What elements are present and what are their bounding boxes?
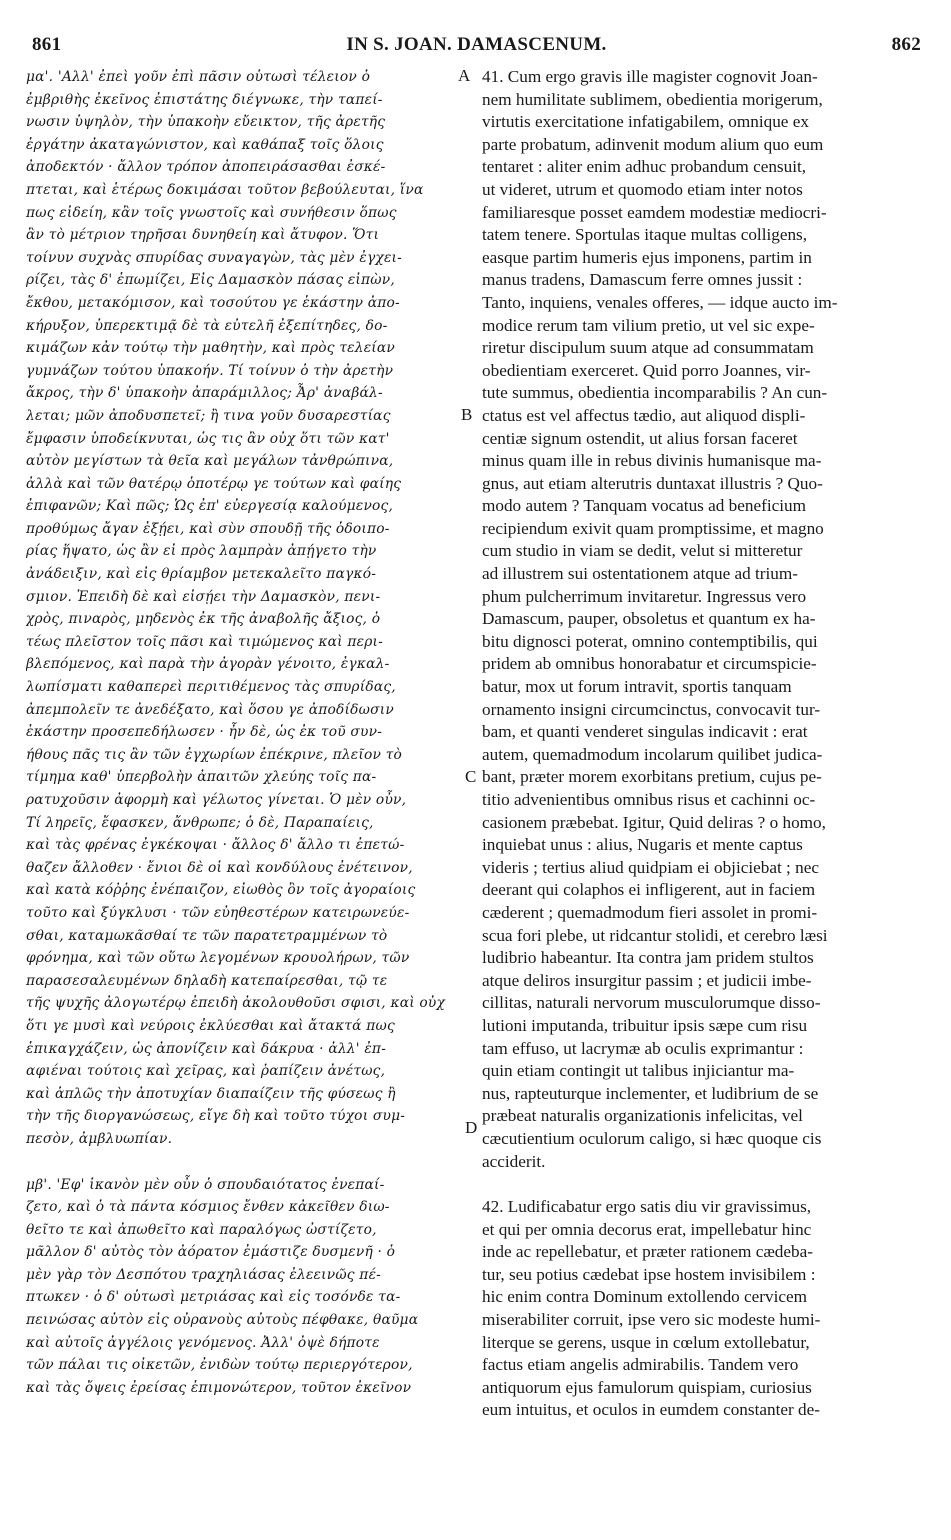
- text-line: αφιέναι τούτοις καὶ χεῖρας, καὶ ῥαπίζειν ἀνέτως,: [26, 1063, 386, 1080]
- text-line: τὴν τῆς διοργανώσεως, εἴγε δὴ καὶ τοῦτο τύχοι συμ-: [26, 1108, 406, 1125]
- text-line: literque se gerens, usque in cœlum extollebatur,: [482, 1332, 810, 1352]
- text-line: bam, et quanti venderet singulas indicavit : erat: [482, 722, 808, 742]
- text-line: obedientiam exerceret. Quid porro Joannes, vir-: [482, 360, 811, 380]
- paragraph-gap: [26, 1151, 464, 1174]
- text-line: ἀνάδειξιν, καὶ εἰς θρίαμβον μετεκαλεῖτο παγκό-: [26, 566, 377, 583]
- text-line: καὶ αὐτοῖς ἀγγέλοις γενόμενος. Ἀλλ' ὀψὲ δήποτε: [26, 1334, 380, 1351]
- text-line: Τί ληρεῖς, ἔφασκεν, ἄνθρωπε; ὁ δὲ, Παραπαίεις,: [26, 814, 374, 831]
- paragraph-gap: [482, 1173, 912, 1196]
- greek-text-column: [26, 66, 464, 1399]
- text-line: μᾶλλον δ' αὐτὸς τὸν ἀόρατον ἐμάστιζε δυσμενῆ · ὁ: [26, 1244, 396, 1261]
- text-line: ἄκρος, τὴν δ' ὑπακοὴν ἀπαράμιλλος; Ἆρ' ἀναβάλ-: [26, 385, 383, 402]
- text-line: batur, mox ut forum intravit, sportis tanquam: [482, 677, 792, 697]
- text-line: ἐπικαγχάζειν, ὡς ἀπονίζειν καὶ δάκρυα · ἀλλ' ἐπ-: [26, 1040, 387, 1057]
- text-line: ὅτι γε μυσὶ καὶ νεύροις ἐκλύεσθαι καὶ ἄτακτά πως: [26, 1017, 395, 1034]
- text-line: tute summus, obedientia incomparabilis ? An cun-: [482, 383, 828, 403]
- text-line: κήρυξον, ὑπερεκτιμᾷ δὲ τὰ εὐτελῆ ἐξεπίτηδες, δο-: [26, 317, 388, 334]
- text-line: σμιον. Ἐπειδὴ δὲ καὶ εἰσῄει τὴν Δαμασκὸν, πενι-: [26, 588, 381, 605]
- text-line: τοίνυν συχνὰς σπυρίδας συναγαγὼν, τὰς μὲν ἐγχει-: [26, 249, 403, 266]
- text-line: centiæ signum ostendit, ut alius forsan faceret: [482, 428, 798, 448]
- text-line: νωσιν ὑψηλὸν, τὴν ὑπακοὴν εὔεικτον, τῆς ἀρετῆς: [26, 114, 386, 131]
- text-line: ἐπιφανῶν; Καὶ πῶς; Ὡς ἐπ' εὐεργεσίᾳ καλούμενος,: [26, 498, 394, 515]
- running-header: [30, 34, 923, 58]
- text-line: gnus, aut etiam alterutris duntaxat illustris ? Quo-: [482, 473, 823, 493]
- text-line: κιμάζων κἀν τούτῳ τὴν μαθητὴν, καὶ πρὸς τελείαν: [26, 340, 396, 357]
- text-line: φρόνημα, καὶ τῶν οὕτω λεγομένων κρουολήρων, τῶν: [26, 950, 410, 967]
- text-line: tam effuso, ut lacrymæ ab oculis exprimantur :: [482, 1038, 804, 1058]
- text-line: μα'. 'Αλλ' ἐπεὶ γοῦν ἐπὶ πᾶσιν οὑτωσὶ τέλειον ὁ: [26, 69, 371, 85]
- text-line: scua fori plebe, ut ridcantur stolidi, et cerebro læsi: [482, 925, 828, 945]
- text-line: casionem præbebat. Igitur, Quid deliras ? o homo,: [482, 812, 826, 832]
- text-line: μὲν γὰρ τὸν Δεσπότου τραχηλιάσας ἐλεεινῶς πέ-: [26, 1266, 382, 1283]
- text-line: ρατυχοῦσιν ἀφορμὴ καὶ γέλωτος γίνεται. Ὁ μὲν οὖν,: [26, 792, 407, 808]
- text-line: acciderit.: [482, 1151, 546, 1171]
- text-line: θαζεν ἄλλοθεν · ἔνιοι δὲ οἱ καὶ κονδύλους ἐνέτεινον,: [26, 859, 413, 876]
- text-line: familiaresque posset eamdem modestiæ mediocri-: [482, 202, 827, 222]
- text-line: hic enim contra Dominum extollendo cervicem: [482, 1287, 808, 1307]
- text-line: ἔκθου, μετακόμισον, καὶ τοσούτου γε ἑκάστην ἀπο-: [26, 294, 400, 311]
- text-line: parte probatum, adinvenit modum alium quo eum: [482, 134, 824, 154]
- text-line: lutioni imputanda, tribuitur ipsis sæpe cum risu: [482, 1015, 808, 1035]
- text-line: ad illustrem sui ostentationem atque ad trium-: [482, 564, 798, 584]
- text-line: καὶ τὰς ὄψεις ἐρείσας ἐπιμονώτερον, τοῦτον ἐκεῖνον: [26, 1379, 412, 1396]
- text-line: virtutis exercitatione infatigabilem, omnique ex: [482, 112, 809, 132]
- text-line: videris ; tertius aliud quidpiam ei objiciebat ; nec: [482, 857, 819, 877]
- text-line: θεῖτο τε καὶ ἀπωθεῖτο καὶ παραλόγως ὠστίζετο,: [26, 1221, 377, 1238]
- text-line: miserabiliter corruit, ipse vero sic modeste humi-: [482, 1310, 821, 1330]
- text-line: σθαι, καταμωκᾶσθαί τε τῶν παρατετραμμένων τὸ: [26, 927, 388, 944]
- text-line: ἀλλὰ καὶ τῶν θατέρῳ ὁποτέρῳ γε τούτων καὶ φαίης: [26, 475, 402, 492]
- text-line: præbeat naturalis organizationis infelicitas, vel: [482, 1106, 803, 1126]
- text-line: nus, rapteuturque inclementer, et ludibrium de se: [482, 1083, 819, 1103]
- text-line: πτεται, καὶ ἑτέρως δοκιμάσαι τοῦτον βεβούλευται, ἵνα: [26, 181, 424, 198]
- text-line: ἀποδεκτόν · ἄλλον τρόπον ἀποπειράσασθαι ἐσκέ-: [26, 159, 386, 176]
- margin-letter-a: A: [458, 66, 471, 85]
- text-line: pridem ab omnibus honorabatur et circumspicie-: [482, 654, 817, 674]
- text-line: πεινώσας αὐτὸν εἰς οὐρανοὺς αὐτοὺς πέφθακε, θαῦμα: [26, 1312, 419, 1329]
- text-line: autem, quemadmodum incolarum quilibet judica-: [482, 744, 823, 764]
- text-line: cæderent ; quemadmodum fieri assolet in promi-: [482, 902, 818, 922]
- text-line: τέως πλεῖστον τοῖς πᾶσι καὶ τιμώμενος καὶ περι-: [26, 633, 384, 650]
- text-line: τῆς ψυχῆς ἀλογωτέρῳ ἐπειδὴ ἀκολουθοῦσι σφισι, καὶ οὐχ: [26, 995, 446, 1012]
- text-line: καὶ κατὰ κόῤῥης ἐνέπαιζον, εἰωθὸς ὂν τοῖς ἀγοραίοις: [26, 882, 416, 899]
- text-line: quin etiam contingit ut talibus injiciantur ma-: [482, 1061, 795, 1081]
- text-line: tur, seu potius cædebat ipse hostem invisibilem :: [482, 1264, 816, 1284]
- text-line: λεται; μῶν ἀποδυσπετεῖ; ἢ τινα γοῦν δυσαρεστίας: [26, 407, 391, 424]
- latin-text-column: [482, 66, 912, 1422]
- text-line: cum studio in viam se dedit, velut si mitteretur: [482, 541, 803, 561]
- text-line: ἔμφασιν ὑποδείκνυται, ὡς τις ἂν οὐχ ὅτι τῶν κατ': [26, 430, 390, 447]
- text-line: ctatus est vel affectus tædio, aut aliquod displi-: [482, 405, 806, 425]
- text-line: cillitas, naturali nervorum musculorumque disso-: [482, 993, 821, 1013]
- text-line: eum intuitus, et oculos in eumdem constanter de-: [482, 1400, 820, 1420]
- text-line: γυμνάζων τούτου ὑπακοήν. Τί τοίνυν ὁ τὴν ἀρετὴν: [26, 362, 394, 379]
- margin-letter-c: C: [465, 767, 477, 786]
- text-line: atque deliros insurgitur passim ; et judicii imbe-: [482, 970, 812, 990]
- text-line: παρασεσαλευμένων δηλαδὴ κατεπαίρεσθαι, τῷ τε: [26, 972, 388, 989]
- text-line: factus etiam angelis admirabilis. Tandem vero: [482, 1355, 799, 1375]
- text-line: ρίζει, τὰς δ' ἐπωμίζει, Εἰς Δαμασκὸν πάσας εἰπὼν,: [26, 272, 395, 289]
- text-line: Damascum, pauper, obsoletus et quantum ex ha-: [482, 609, 816, 629]
- text-line: minus quam ille in rebus divinis humanisque ma-: [482, 451, 822, 471]
- text-line: πτωκεν · ὁ δ' οὑτωσὶ μετριάσας καὶ εἰς τοσόνδε τα-: [26, 1289, 401, 1306]
- text-line: χρὸς, πιναρὸς, μηδενὸς ἐκ τῆς ἀναβολῆς ἄξιος, ὁ: [26, 611, 381, 628]
- text-line: τῶν πάλαι τις οἰκετῶν, ἐνιδὼν τούτῳ περιεργότερον,: [26, 1357, 413, 1374]
- left-page-number: 861: [32, 34, 62, 55]
- text-line: μβ'. 'Εφ' ἱκανὸν μὲν οὖν ὁ σπουδαιότατος ἐνεπαί-: [26, 1176, 385, 1193]
- text-line: τίμημα καθ' ὑπερβολὴν ἀπαιτῶν χλεύης τοῖς πα-: [26, 769, 377, 786]
- text-line: cæcutientium oculorum caligo, si hæc quoque cis: [482, 1128, 822, 1148]
- text-line: 42. Ludificabatur ergo satis diu vir gravissimus,: [482, 1197, 812, 1217]
- text-line: ut videret, utrum et quomodo etiam inter notos: [482, 179, 803, 199]
- text-line: ρίας ἥψατο, ὡς ἂν εἰ πρὸς λαμπρὰν ἀπῄγετο τὴν: [26, 543, 377, 560]
- text-line: ludibrio habeantur. Ita contra jam pridem stultos: [482, 948, 814, 968]
- text-line: antiquorum ejus famulorum quispiam, curiosius: [482, 1377, 812, 1397]
- text-line: phum pulcherrimum invitaretur. Ingressus vero: [482, 586, 807, 606]
- text-line: bant, præter morem exorbitans pretium, cujus pe-: [482, 767, 822, 787]
- text-line: πεσὸν, ἀμβλυωπίαν.: [26, 1130, 173, 1147]
- text-line: inde ac repellebatur, et præter rationem cædeba-: [482, 1242, 813, 1262]
- latin-column-paragraph: [482, 1196, 912, 1422]
- text-line: ἑκάστην προσεπεδήλωσεν · ἦν δὲ, ὡς ἐκ τοῦ συν-: [26, 724, 383, 741]
- text-line: βλεπόμενος, καὶ παρὰ τὴν ἀγορὰν γένοιτο, ἐγκαλ-: [26, 656, 390, 673]
- right-page-number: 862: [891, 34, 921, 55]
- text-line: bitu dignosci poterat, omnino contemptibilis, qui: [482, 631, 818, 651]
- text-line: modice rerum tam vilium pretio, ut vel sic expe-: [482, 315, 815, 335]
- text-line: προθύμως ἄγαν ἐξῄει, καὶ σὺν σπουδῇ τῆς ὁδοιπο-: [26, 520, 390, 537]
- text-line: λωπίσματι καθαπερεὶ περιτιθέμενος τὰς σπυρίδας,: [26, 679, 396, 696]
- text-line: inquiebat unus : alius, Nugaris et mente captus: [482, 835, 803, 855]
- text-line: ζετο, καὶ ὁ τὰ πάντα κόσμιος ἔνθεν κἀκεῖθεν διω-: [26, 1199, 390, 1216]
- text-line: πως εἰδείη, κἂν τοῖς γνωστοῖς καὶ συνήθεσιν ὅπως: [26, 204, 397, 221]
- latin-column-paragraph: [482, 66, 912, 1173]
- text-line: modo autem ? Tanquam vocatus ad beneficium: [482, 496, 806, 516]
- text-line: αὐτὸν μεγίστων τὰ θεῖα καὶ μεγάλων τἀνθρώπινα,: [26, 453, 394, 470]
- text-line: recipiendum exivit quam promptissime, et magno: [482, 518, 824, 538]
- text-line: riretur discipulum suum atque ad consummatam: [482, 338, 814, 358]
- margin-letter-d: D: [465, 1118, 478, 1137]
- text-line: 41. Cum ergo gravis ille magister cognovit Joan-: [482, 67, 818, 86]
- text-line: ornamento insigni circumcinctus, convocavit tur-: [482, 699, 821, 719]
- text-line: τοῦτο καὶ ξύγκλυσι · τῶν εὐηθεστέρων κατειρωνεύε-: [26, 904, 410, 921]
- text-line: tatem tenere. Sportulas itaque multas colligens,: [482, 225, 808, 245]
- running-title: IN S. JOAN. DAMASCENUM.: [346, 34, 607, 55]
- text-line: easque partim humeris ejus imponens, partim in: [482, 247, 812, 267]
- text-line: tentaret : aliter enim adhuc probandum censuit,: [482, 157, 807, 177]
- text-line: καὶ τὰς φρένας ἐγκέκοψαι · ἄλλος δ' ἄλλο τι ἐπετώ-: [26, 837, 405, 854]
- text-line: ἐμβριθὴς ἐκεῖνος ἐπιστάτης διέγνωκε, τὴν ταπεί-: [26, 91, 383, 108]
- greek-column-paragraph: [26, 1174, 464, 1400]
- greek-column-paragraph: [26, 66, 464, 1151]
- text-line: ἀπεμπολεῖν τε ἀνεδέξατο, καὶ ὅσου γε ἀποδίδωσιν: [26, 701, 394, 718]
- text-line: et qui per omnia decorus erat, impellebatur hinc: [482, 1219, 812, 1239]
- text-line: ἂν τὸ μέτριον τηρῆσαι δυνηθείη καὶ ἄτυφον. Ὅτι: [26, 227, 380, 244]
- text-line: nem humilitate sublimem, obedientia morigerum,: [482, 89, 823, 109]
- text-line: deerant qui colaphos ei infligerent, aut in faciem: [482, 880, 816, 900]
- text-line: titio advenientibus omnibus risus et cachinni oc-: [482, 790, 816, 809]
- text-line: καὶ ἁπλῶς τὴν ἀποτυχίαν διαπαίζειν τῆς φύσεως ἢ: [26, 1085, 396, 1102]
- text-line: Tanto, inquiens, venales offeres, — idque aucto im-: [482, 292, 838, 312]
- text-line: ήθους πᾶς τις ἂν τῶν ἐγχωρίων ἐπέκρινε, πλεῖον τὸ: [26, 746, 403, 763]
- text-line: manus tradens, Damascum ferre omnes jussit :: [482, 270, 803, 290]
- text-line: ἐργάτην ἀκαταγώνιστον, καὶ καθάπαξ τοῖς ὅλοις: [26, 136, 384, 153]
- margin-letter-b: B: [461, 405, 473, 424]
